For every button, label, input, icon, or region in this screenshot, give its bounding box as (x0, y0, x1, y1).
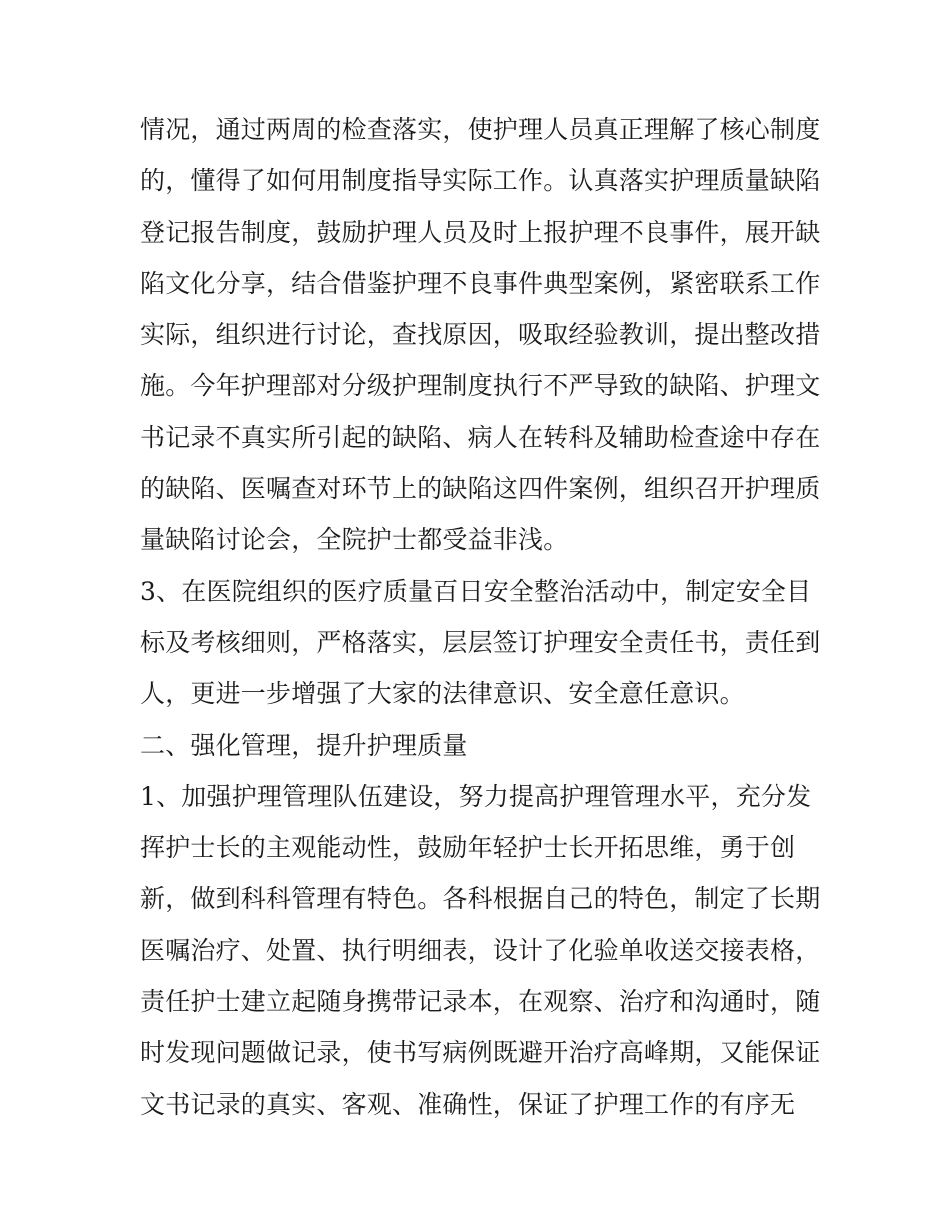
text-line: 医嘱治疗、处置、执行明细表，设计了化验单收送交接表格， (140, 935, 821, 965)
text-line: 人，更进一步增强了大家的法律意识、安全意任意识。 (140, 679, 745, 709)
text-line: 标及考核细则，严格落实，层层签订护理安全责任书，责任到 (140, 627, 821, 657)
text-line: 施。今年护理部对分级护理制度执行不严导致的缺陷、护理文 (140, 371, 821, 401)
text-line: 责任护士建立起随身携带记录本，在观察、治疗和沟通时，随 (140, 987, 821, 1017)
text-line: 文书记录的真实、客观、准确性，保证了护理工作的有序无 (140, 1089, 796, 1119)
text-line: 陷文化分享，结合借鉴护理不良事件典型案例，紧密联系工作 (140, 268, 821, 298)
text-line: 实际，组织进行讨论，查找原因，吸取经验教训，提出整改措 (140, 320, 821, 350)
list-item-3: 3、在医院组织的医疗质量百日安全整治活动中，制定安全目 (140, 576, 812, 606)
list-item-1: 1、加强护理管理队伍建设，努力提高护理管理水平，充分发 (140, 781, 812, 811)
text-line: 登记报告制度，鼓励护理人员及时上报护理不良事件，展开缺 (140, 217, 821, 247)
text-line: 的缺陷、医嘱查对环节上的缺陷这四件案例，组织召开护理质 (140, 474, 821, 504)
text-line: 量缺陷讨论会，全院护士都受益非浅。 (140, 525, 569, 555)
text-line: 书记录不真实所引起的缺陷、病人在转科及辅助检查途中存在 (140, 422, 821, 452)
text-line: 的，懂得了如何用制度指导实际工作。认真落实护理质量缺陷 (140, 166, 821, 196)
text-line: 挥护士长的主观能动性，鼓励年轻护士长开拓思维，勇于创 (140, 833, 796, 863)
section-heading: 二、强化管理，提升护理质量 (140, 730, 468, 760)
text-line: 时发现问题做记录，使书写病例既避开治疗高峰期，又能保证 (140, 1038, 821, 1068)
text-line: 情况，通过两周的检查落实，使护理人员真正理解了核心制度 (140, 115, 821, 144)
document-body (140, 104, 820, 1130)
text-line: 新，做到科科管理有特色。各科根据自己的特色，制定了长期 (140, 884, 821, 914)
